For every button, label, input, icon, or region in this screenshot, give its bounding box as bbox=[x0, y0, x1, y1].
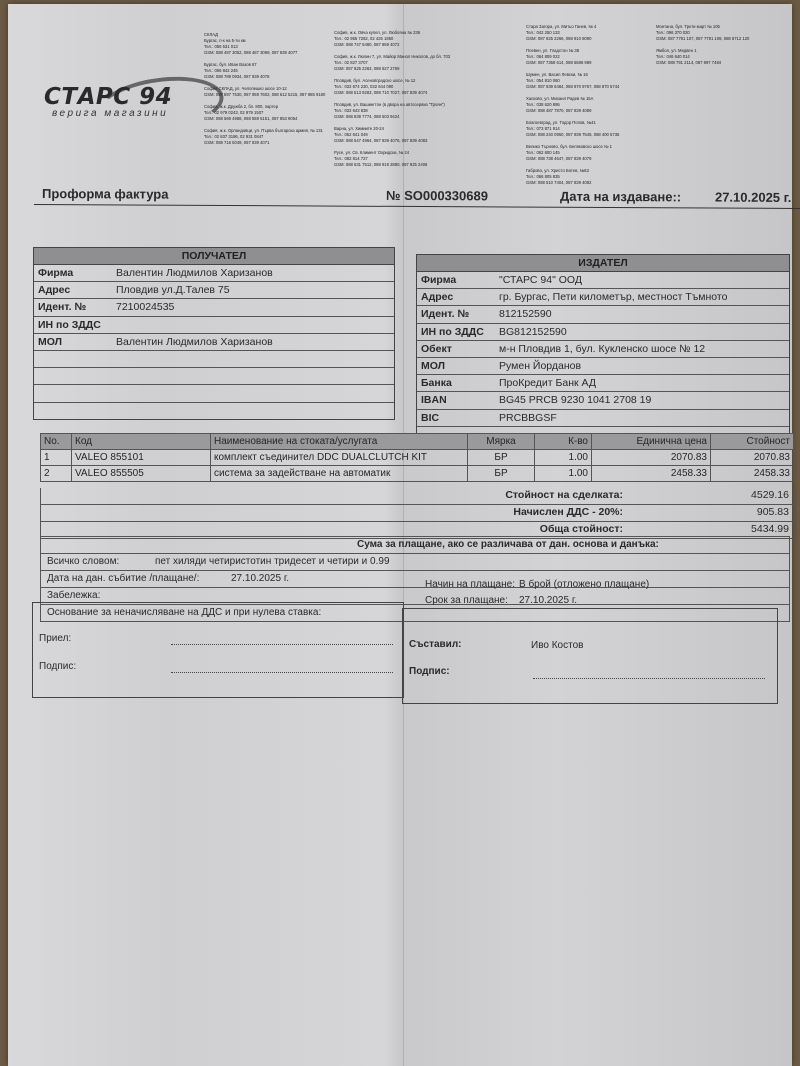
address-column bbox=[656, 24, 749, 72]
logo-name: СТАРС 94 bbox=[44, 84, 173, 110]
item-total: 2070.83 bbox=[711, 450, 794, 466]
address-column bbox=[526, 24, 619, 192]
address-line: Тел.: 064 809 022 bbox=[526, 54, 560, 59]
in-words-label: Всичко словом: bbox=[47, 556, 120, 567]
address-line: Тел.: 02 827 3707 bbox=[334, 60, 368, 65]
address-line: СКЛАД bbox=[204, 32, 218, 37]
issuer-row bbox=[417, 392, 789, 409]
address-line: GSM: 088 513 9283, 088 710 7027, 087 839 4074 bbox=[334, 90, 428, 95]
subtotal-label: Стойност на сделката: bbox=[505, 489, 623, 501]
totals-block bbox=[40, 488, 796, 539]
item-price: 2458.33 bbox=[592, 466, 711, 482]
recipient-field-label: МОЛ bbox=[38, 335, 63, 348]
item-unit: БР bbox=[468, 450, 535, 466]
address-block bbox=[334, 54, 450, 72]
event-date-label: Дата на дан. събитие /плащане/: bbox=[47, 573, 200, 584]
issuer-row bbox=[417, 410, 789, 427]
issuer-row bbox=[417, 272, 789, 289]
item-code: VALEO 855505 bbox=[72, 466, 211, 482]
address-block bbox=[526, 120, 619, 138]
in-words-value: пет хиляди четиристотин тридесет и четири и 0.99 bbox=[155, 556, 390, 567]
address-block bbox=[334, 126, 450, 144]
received-signature-box bbox=[32, 602, 404, 698]
address-line: GSM: 087 825 2263, 088 627 2759 bbox=[334, 66, 400, 71]
address-line: София, ж.к. Дружба 2, бл. 800, партер bbox=[204, 104, 279, 109]
prepared-signature-box bbox=[402, 608, 778, 704]
issuer-field-value: BG812152590 bbox=[499, 325, 567, 338]
address-block bbox=[526, 24, 619, 42]
issuer-field-value: м-н Пловдив 1, бул. Кукленско шосе № 12 bbox=[499, 342, 706, 355]
recipient-row bbox=[34, 403, 394, 419]
address-block bbox=[526, 48, 619, 66]
address-line: Тел.: 054 810 060 bbox=[526, 78, 560, 83]
issuer-row bbox=[417, 324, 789, 341]
payment-method-label: Начин на плащане: bbox=[425, 579, 515, 590]
document-title-row bbox=[34, 184, 800, 209]
col-code: Код bbox=[72, 434, 211, 450]
address-line: GSM: 088 487 7870, 087 839 4089 bbox=[526, 108, 592, 113]
address-line: GSM: 088 510 7404, 087 839 4082 bbox=[526, 180, 592, 185]
address-line: Тел.: 056 842 245 bbox=[204, 68, 238, 73]
document-title: Проформа фактура bbox=[41, 186, 169, 202]
address-column bbox=[334, 30, 450, 174]
item-price: 2070.83 bbox=[592, 450, 711, 466]
issuer-field-label: Адрес bbox=[421, 291, 454, 304]
recipient-field-value: Валентин Людмилов Харизанов bbox=[116, 335, 273, 348]
payment-method-value: В брой (отложено плащане) bbox=[519, 579, 650, 590]
item-code: VALEO 855101 bbox=[72, 450, 211, 466]
issuer-row bbox=[417, 358, 789, 375]
address-line: GSM: 087 897 7530, 087 959 7602, 088 612 5215, 087 985 9180 bbox=[204, 92, 326, 97]
item-no: 1 bbox=[41, 450, 72, 466]
address-line: Бургас, бул. Иван Вазов 67 bbox=[204, 62, 257, 67]
address-line: Тел.: 02 837 3186, 02 931 0847 bbox=[204, 134, 264, 139]
issuer-row bbox=[417, 341, 789, 358]
recipient-row bbox=[34, 334, 394, 351]
company-logo bbox=[44, 80, 184, 130]
in-words-row bbox=[41, 554, 789, 571]
recipient-row bbox=[34, 282, 394, 299]
address-line: Тел.: 082 814 727 bbox=[334, 156, 368, 161]
received-sign-line bbox=[171, 671, 393, 673]
address-line: Тел.: 032 674 230, 032 644 090 bbox=[334, 84, 394, 89]
address-line: GSM: 088 789 0934, 087 839 4078 bbox=[204, 74, 270, 79]
address-line: Тел.: 062 600 145 bbox=[526, 150, 560, 155]
address-line: Тел.: 02 979 0243, 02 979 1507 bbox=[204, 110, 264, 115]
col-no: No. bbox=[41, 434, 72, 450]
address-line: GSM: 088 631 7512, 088 919 2880, 087 925 2406 bbox=[334, 162, 428, 167]
address-line: Плевен, ул. Гладстон № 38 bbox=[526, 48, 580, 53]
address-line: София, ж.к. Люлин 7, ул. Майор Манол Николов, до бл. 703 bbox=[334, 54, 451, 59]
address-line: GSM: 088 839 7774, 088 503 9424 bbox=[334, 114, 400, 119]
col-name: Наименование на стоката/услугата bbox=[211, 434, 468, 450]
address-line: Пловдив, бул. Асеновградско шосе, № 12 bbox=[334, 78, 416, 83]
amount-heading-row bbox=[41, 537, 789, 554]
issue-date-label: Дата на издаване:: bbox=[559, 188, 682, 205]
address-block bbox=[204, 62, 325, 80]
prepared-sign-label: Подпис: bbox=[409, 666, 450, 677]
address-block bbox=[204, 32, 325, 56]
due-date-value: 27.10.2025 г. bbox=[519, 595, 578, 606]
address-line: Тел.: 042 250 133 bbox=[526, 30, 560, 35]
vat-label: Начислен ДДС - 20%: bbox=[513, 506, 623, 518]
issuer-field-value: гр. Бургас, Пети километър, местност Тъмното bbox=[499, 291, 728, 304]
address-line: Тел.: 096 370 020 bbox=[656, 30, 690, 35]
item-total: 2458.33 bbox=[711, 466, 794, 482]
address-line: GSM: 088 487 3052, 088 487 3069, 087 839 4077 bbox=[204, 50, 298, 55]
address-line: GSM: 087 7358 614, 088 5586 989 bbox=[526, 60, 592, 65]
address-line: GSM: 088 547 4964, 087 839 4076, 087 839 4083 bbox=[334, 138, 428, 143]
address-block bbox=[334, 102, 450, 120]
issuer-row bbox=[417, 375, 789, 392]
col-total: Стойност bbox=[711, 434, 794, 450]
address-line: GSM: 087 939 6484, 088 870 9767, 088 870 5744 bbox=[526, 84, 620, 89]
vat-exempt-label: Основание за неначисляване на ДДС и при нулева ставка: bbox=[47, 607, 322, 618]
recipient-row bbox=[34, 299, 394, 316]
recipient-field-label: Адрес bbox=[38, 284, 71, 297]
prepared-label: Съставил: bbox=[409, 639, 462, 650]
recipient-box bbox=[33, 247, 395, 420]
address-block bbox=[204, 104, 325, 122]
col-price: Единична цена bbox=[592, 434, 711, 450]
items-table bbox=[40, 433, 794, 482]
subtotal-row bbox=[41, 488, 795, 505]
prepared-name: Иво Костов bbox=[531, 640, 584, 651]
event-date-row bbox=[41, 571, 789, 588]
recipient-field-label: ИН по ЗДДС bbox=[38, 318, 101, 331]
recipient-row bbox=[34, 368, 394, 385]
issue-date: 27.10.2025 г. bbox=[714, 189, 792, 205]
recipient-heading: ПОЛУЧАТЕЛ bbox=[34, 248, 394, 265]
address-line: Варна, ул. Химиите 20-24 bbox=[334, 126, 384, 131]
address-block bbox=[334, 78, 450, 96]
address-block bbox=[204, 128, 325, 146]
address-line: GSM: 088 738 4647, 087 839 4079 bbox=[526, 156, 592, 161]
logo-tagline: верига магазини bbox=[52, 108, 169, 119]
item-unit: БР bbox=[468, 466, 535, 482]
address-line: Тел.: 046 640 014 bbox=[656, 54, 690, 59]
issuer-field-label: ИН по ЗДДС bbox=[421, 325, 484, 338]
vat-row bbox=[41, 505, 795, 522]
item-no: 2 bbox=[41, 466, 72, 482]
address-line: Русе, ул. Св. Климент Охридски, № 24 bbox=[334, 150, 410, 155]
address-line: София СКЛАД, ул. Челопешко шосе 10-12 bbox=[204, 86, 287, 91]
issuer-field-label: IBAN bbox=[421, 394, 447, 407]
address-line: Ямбол, ул. Медвен 1 bbox=[656, 48, 697, 53]
event-date-value: 27.10.2025 г. bbox=[231, 573, 290, 584]
address-line: Тел.: 038 620 895 bbox=[526, 102, 560, 107]
address-block bbox=[656, 48, 749, 66]
invoice-paper bbox=[8, 4, 792, 1066]
address-block bbox=[526, 144, 619, 162]
address-line: Шумен, ул. Васил Левски, № 16 bbox=[526, 72, 588, 77]
address-line: Благоевград, ул. Тодор Попов, №41 bbox=[526, 120, 596, 125]
recipient-row bbox=[34, 385, 394, 402]
address-column bbox=[204, 32, 325, 152]
received-sign-label: Подпис: bbox=[39, 661, 77, 672]
recipient-field-label: Фирма bbox=[38, 267, 74, 279]
address-line: GSM: 088 240 0950, 087 939 7546, 088 400 5735 bbox=[526, 132, 620, 137]
address-line: GSM: 088 747 5480, 087 859 4072 bbox=[334, 42, 400, 47]
address-block bbox=[334, 150, 450, 168]
issuer-row bbox=[417, 306, 789, 323]
address-line: Хасково, ул. Михаил Радев № 15А bbox=[526, 96, 594, 101]
prepared-sign-line bbox=[533, 677, 765, 679]
address-line: GSM: 087 925 2266, 088 910 8090 bbox=[526, 36, 592, 41]
issuer-field-label: Банка bbox=[421, 377, 452, 390]
address-line: GSM: 088 569 4988, 088 559 5151, 087 853 9054 bbox=[204, 116, 298, 121]
address-block bbox=[526, 72, 619, 90]
address-line: Тел.: 073 871 914 bbox=[526, 126, 560, 131]
grand-total-label: Обща стойност: bbox=[539, 523, 623, 535]
address-line: Тел.: 052 641 049 bbox=[334, 132, 368, 137]
issuer-box bbox=[416, 254, 790, 444]
col-qty: К-во bbox=[535, 434, 592, 450]
issuer-heading: ИЗДАТЕЛ bbox=[417, 255, 789, 272]
recipient-row bbox=[34, 265, 394, 282]
table-row bbox=[41, 466, 794, 482]
issuer-field-value: ПроКредит Банк АД bbox=[499, 377, 597, 390]
table-row bbox=[41, 450, 794, 466]
address-block bbox=[526, 96, 619, 114]
recipient-field-label: Идент. № bbox=[38, 301, 87, 314]
address-line: GSM: 088 791 2114, 087 997 7484 bbox=[656, 60, 722, 65]
recipient-row bbox=[34, 351, 394, 368]
document-number: № SO000330689 bbox=[385, 187, 489, 204]
address-line: Монтана, бул. Трети март № 105 bbox=[656, 24, 720, 29]
issuer-field-label: Идент. № bbox=[421, 308, 470, 321]
address-block bbox=[334, 30, 450, 48]
address-line: София, ж.к. Орландовци, ул. Първа българска армия, № 131 bbox=[204, 128, 323, 133]
address-line: Габрово, ул. Христо Ботев, №63 bbox=[526, 168, 589, 173]
address-line: Пловдив, ул. Вашингтон (в двора на автосервиз "Троян") bbox=[334, 102, 445, 107]
issuer-field-value: "СТАРС 94" ООД bbox=[499, 274, 582, 286]
col-unit: Мярка bbox=[468, 434, 535, 450]
due-date-label: Срок за плащане: bbox=[425, 595, 508, 606]
address-line: Тел.: 056 531 013 bbox=[204, 44, 238, 49]
issuer-field-value: PRCBBGSF bbox=[499, 411, 557, 424]
received-label: Приел: bbox=[39, 633, 72, 644]
item-qty: 1.00 bbox=[535, 450, 592, 466]
address-line: Стара Загора, ул. Митьо Ганев, № 4 bbox=[526, 24, 597, 29]
item-qty: 1.00 bbox=[535, 466, 592, 482]
issuer-field-label: Фирма bbox=[421, 274, 457, 286]
items-table-header bbox=[41, 434, 794, 450]
address-block bbox=[526, 168, 619, 186]
address-line: Тел.: 066 805 835 bbox=[526, 174, 560, 179]
address-line: Тел.: 032 643 838 bbox=[334, 108, 368, 113]
issuer-field-value: 812152590 bbox=[499, 308, 552, 321]
grand-total-value: 5434.99 bbox=[751, 523, 789, 535]
address-line: GSM: 088 716 5049, 087 839 4071 bbox=[204, 140, 270, 145]
address-line: София, ж.к. Овча купел, ул. Любляна № 236 bbox=[334, 30, 421, 35]
note-label: Забележка: bbox=[47, 590, 101, 601]
address-block bbox=[656, 24, 749, 42]
address-line: GSM: 087 7791 107, 087 7791 108, 088 6712 120 bbox=[656, 36, 750, 41]
address-line: Велико Търново, бул. Беляковско шосе № 1 bbox=[526, 144, 612, 149]
recipient-row bbox=[34, 317, 394, 334]
recipient-field-value: 7210024535 bbox=[116, 301, 175, 314]
recipient-field-value: Пловдив ул.Д.Талев 75 bbox=[116, 284, 230, 297]
item-name: система за задействане на автоматик bbox=[211, 466, 468, 482]
item-name: комплект съединител DDC DUALCLUTCH KIT bbox=[211, 450, 468, 466]
issuer-field-label: BIC bbox=[421, 411, 440, 424]
recipient-field-value: Валентин Людмилов Харизанов bbox=[116, 267, 273, 279]
issuer-field-label: Обект bbox=[421, 342, 452, 355]
received-line bbox=[171, 643, 393, 645]
issuer-field-value: BG45 PRCB 9230 1041 2708 19 bbox=[499, 394, 652, 407]
subtotal-value: 4529.16 bbox=[751, 489, 789, 501]
issuer-row bbox=[417, 289, 789, 306]
address-line: Бургас, п-к на 5-ти км bbox=[204, 38, 246, 43]
vat-value: 905.83 bbox=[756, 506, 789, 518]
issuer-field-value: Румен Йорданов bbox=[499, 359, 582, 372]
issuer-field-label: МОЛ bbox=[421, 359, 446, 372]
amount-heading: Сума за плащане, ако се различава от дан. основа и данъка: bbox=[357, 539, 659, 550]
address-block bbox=[204, 86, 325, 98]
address-line: Тел.: 02 955 7282, 02 425 1850 bbox=[334, 36, 394, 41]
